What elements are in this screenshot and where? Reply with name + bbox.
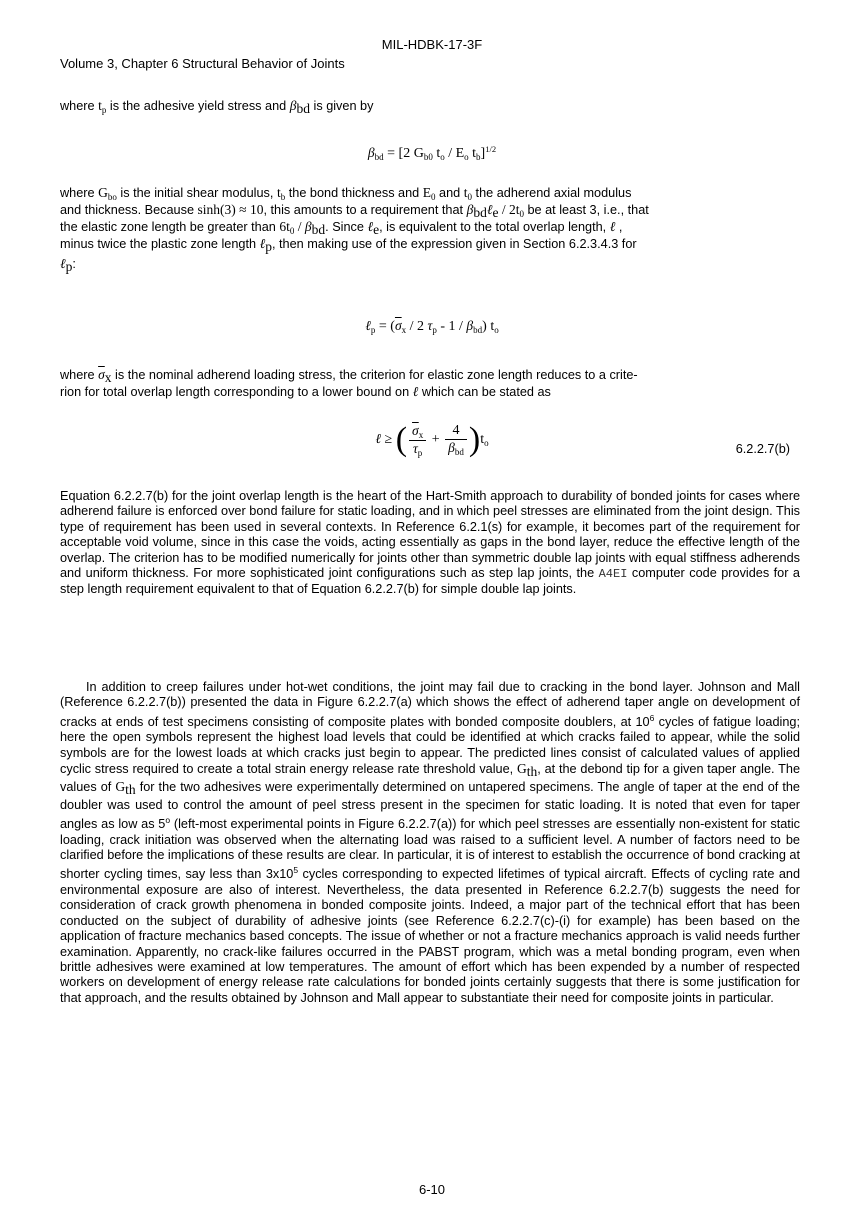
intro-line: where $t_p$ is the adhesive yield stress and $\beta_{bd}$ is given by (60, 98, 374, 116)
volume-chapter-header: Volume 3, Chapter 6 Structural Behavior of Joints (60, 56, 345, 71)
document-id-header: MIL-HDBK-17-3F (381, 37, 483, 52)
paragraph-hart-smith: Equation 6.2.2.7(b) for the joint overlap length is the heart of the Hart-Smith approach to durability of bonded joints for cases where adherend failure is enforced over bond failure for static loading, and in which peel stresses are eliminated from the joint design. This type of requirement has been used in several contexts. In Reference 6.2.1(s) for example, it becomes part of the requirement for acceptable void volume, since in this case the voids, acting essentially as gaps in the bond layer, reduce the effective length of the overlap. The criterion has to be modified numerically for joints other than symmetric double lap joints with equal stiffness adherends and uniform thickness. For more sophisticated joint configurations such as step lap joints, the A4EI computer code provides for a step length requirement equivalent to that of Equation 6.2.2.7(b) for simple double lap joints. (60, 489, 800, 597)
document-page: MIL-HDBK-17-3F Volume 3, Chapter 6 Structural Behavior of Joints where $t_p$ is the adhesive yield stress and $\beta_{bd}$ is given by $\beta_{bd} = [2$ $G_{b0}$ $t_o / E_o$ $t_b]^{1/2}$ where $G_{bo}$ is the initial shear modulus, $t_b$ the bond thickness and $E_0$ and $t_0$ the adherend axial modulus and thickness. Because sinh(3) ≈ 10, this amounts to a requirement that $\beta_{bd}\ell_e / 2t_0$ be at least 3, i.e., that the elastic zone length be greater than $6t_0 / \beta_{bd}$. Since ℓ$_e$, is equivalent to the total overlap length, ℓ , minus twice the plastic zone length ℓ$_p$, then making use of the expression given in Section 6.2.3.4.3 for ℓ$_p$: ℓ$_p$ = ($\overline{\sigma}_x / 2$ $\tau_p - 1 / \beta_{bd}$) $t_o$ where $\overline{\sigma}_x$ is the nominal adherend loading stress, the criterion for elastic zone length reduces to a crite- rion for total overlap length corresponding to a lower bound on ℓ which can be stated as ℓ ≥ ( $\frac{\overline{\sigma}_x}{\tau_p}$ + $\frac{4}{\beta_{bd}}$ )$t_o$ 6.2.2.7(b) Equation 6.2.2.7(b) for the joint overlap length is the heart of the Hart-Smith approach to durability of bonded joints for cases where adherend failure is enforced over bond failure for static loading, and in which peel stresses are eliminated from the joint design. This type of requirement has been used in several contexts. In Reference 6.2.1(s) for example, it becomes part of the requirement for acceptable void volume, since in this case the voids, acting essentially as gaps in the bond layer, reduce the effective length of the overlap. The criterion has to be modified numerically for joints other than symmetric double lap joints with equal stiffness adherends and uniform thickness. For more sophisticated joint configurations such as step lap joints, the A4EI computer code provides for a step length requirement equivalent to that of Equation 6.2.2.7(b) for simple double lap joints. In addition to creep failures under hot-wet conditions, the joint may fail due to cracking in the bond layer. Johnson and Mall (Reference 6.2.2.7(b)) presented the data in Figure 6.2.2.7(a) which shows the effect of adherend taper angle on development of cracks at ends of test specimens consisting of composite plates with bonded composite doublers, at $10^6$ cycles of fatigue loading; here the open symbols represent the highest load levels that could be identified at which cracks failed to appear, while the solid symbols are for the lowest loads at which cracks just begin to appear. The predicted lines consist of calculated values of applied cyclic stress required to create a total strain energy release rate threshold value, $G_{th}$, at the debond tip for a given taper angle. The values of $G_{th}$ for the two adhesives were experimentally determined on untapered specimens. The angle of taper at the end of the doubler was used to control the amount of peel stress present in the specimen for static loading. It is noted that even for taper angles as low as 5$^o$ (left-most experimental points in Figure 6.2.2.7(a)) for which peel stresses are essentially non-existent for static loading, crack initiation was observed when the alternating load was raised to a sufficient level. A number of factors need to be clarified before the implications of these results are clear. In particular, it is of interest to establish the occurrence of bond cracking at shorter cycling times, say less than $3x10^5$ cycles corresponding to expected lifetimes of typical aircraft. Effects of cycling rate and environmental exposure are also of interest. Nevertheless, the data presented in Reference 6.2.2.7(b) suggests the need for consideration of crack growth phenomena in bonded composite joints. Indeed, a major part of the technical effort that has been conducted on the subject of durability of adhesive joints (see Reference 6.2.2.7(c)-(i) for example) has been based on the application of fracture mechanics based concepts. The issue of whether or not a fracture mechanics approach is valid needs further examination. Apparently, no crack-like failures occurred in the PABST program, which was a metal bonding program, even when brittle adhesives were examined at low temperatures. The amount of effort which has been expended by a number of respected workers on development of energy release rate calculations for bonded joints certainly suggests that there is some justification for that approach, and the results obtained by Johnson and Mall appear to substantiate their need for composite joints in particular. 6-10 (0, 0, 864, 1223)
beta-equation: $\beta_{bd} = [2$ $G_{b0}$ $t_o / E_o$ $t_b]^{1/2}$ (367, 144, 497, 162)
overlap-length-equation: ℓ ≥ ( $\frac{\overline{\sigma}_x}{\tau_p}$ + $\frac{4}{\beta_{bd}}$ )$t_o$ (375, 421, 489, 458)
plastic-zone-equation: ℓ$_p$ = ($\overline{\sigma}_x / 2$ $\tau_p - 1 / \beta_{bd}$) $t_o$ (365, 318, 499, 335)
intro-given-by: is given by (313, 99, 374, 113)
equation-number: 6.2.2.7(b) (735, 442, 790, 456)
intro-yield-text: is the adhesive yield stress and (109, 99, 287, 113)
intro-where: where (60, 99, 95, 113)
code-name: A4EI (598, 567, 628, 582)
page-number: 6-10 (418, 1182, 446, 1197)
paragraph-cracking: In addition to creep failures under hot-wet conditions, the joint may fail due to cracking in the bond layer. Johnson and Mall (Reference 6.2.2.7(b)) presented the data in Figure 6.2.2.7(a) which shows the effect of adherend taper angle on development of cracks at ends of test specimens consisting of composite plates with bonded composite doublers, at $10^6$ cycles of fatigue loading; here the open symbols represent the highest load levels that could be identified at which cracks failed to appear, while the solid symbols are for the lowest loads at which cracks just begin to appear. The predicted lines consist of calculated values of applied cyclic stress required to create a total strain energy release rate threshold value, $G_{th}$, at the debond tip for a given taper angle. The values of $G_{th}$ for the two adhesives were experimentally determined on untapered specimens. The angle of taper at the end of the doubler was used to control the amount of peel stress present in the specimen for static loading. It is noted that even for taper angles as low as 5$^o$ (left-most experimental points in Figure 6.2.2.7(a)) for which peel stresses are essentially non-existent for static loading, crack initiation was observed when the alternating load was raised to a sufficient level. A number of factors need to be clarified before the implications of these results are clear. In particular, it is of interest to establish the occurrence of bond cracking at shorter cycling times, say less than $3x10^5$ cycles corresponding to expected lifetimes of typical aircraft. Effects of cycling rate and environmental exposure are also of interest. Nevertheless, the data presented in Reference 6.2.2.7(b) suggests the need for consideration of crack growth phenomena in bonded composite joints. Indeed, a major part of the technical effort that has been conducted on the subject of durability of adhesive joints (see Reference 6.2.2.7(c)-(i) for example) has been based on the application of fracture mechanics based concepts. The issue of whether or not a fracture mechanics approach is valid needs further examination. Apparently, no crack-like failures occurred in the PABST program, which was a metal bonding program, even when brittle adhesives were examined at low temperatures. The amount of effort which has been expended by a number of respected workers on development of energy release rate calculations for bonded joints certainly suggests that there is some justification for that approach, and the results obtained by Johnson and Mall appear to substantiate their need for composite joints in particular. (60, 680, 801, 1005)
